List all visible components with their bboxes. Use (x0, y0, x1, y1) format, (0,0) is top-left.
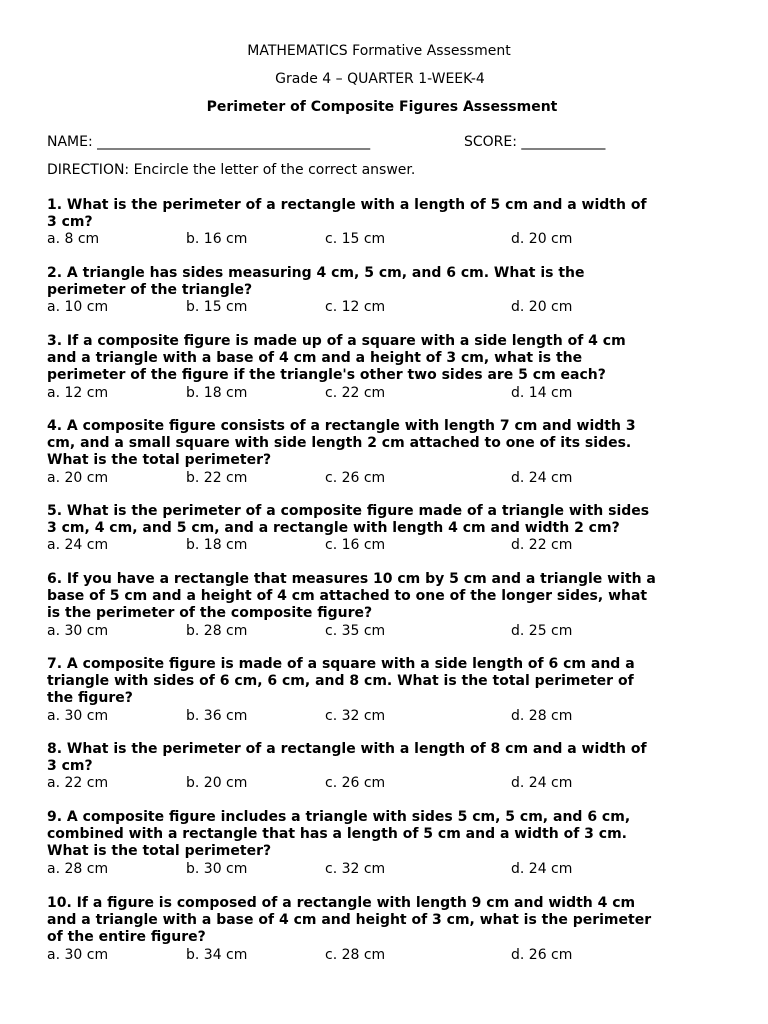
question-line: base of 5 cm and a height of 4 cm attached to one of the longer sides, what (47, 588, 648, 605)
question-5 (47, 503, 737, 554)
question-line: perimeter of the figure if the triangle's other two sides are 5 cm each? (47, 367, 606, 384)
question-4 (47, 418, 737, 487)
choice-b: b. 28 cm (186, 622, 248, 639)
answer-choices (47, 861, 737, 878)
question-text (47, 265, 737, 299)
choice-a: a. 24 cm (47, 537, 109, 554)
question-text (47, 503, 737, 537)
choice-d: d. 22 cm (511, 537, 573, 554)
grade-heading: Grade 4 – QUARTER 1-WEEK-4 (275, 71, 485, 87)
score-field: SCORE: ____________ (464, 134, 606, 150)
question-text (47, 333, 737, 385)
subject-heading: MATHEMATICS Formative Assessment (247, 43, 511, 59)
choice-d: d. 20 cm (511, 231, 573, 248)
question-text (47, 571, 737, 623)
choice-c: c. 22 cm (325, 384, 386, 401)
choice-a: a. 30 cm (47, 707, 109, 724)
question-line: 3 cm? (47, 214, 93, 231)
question-9 (47, 809, 737, 878)
question-line: 3 cm? (47, 758, 93, 775)
choice-a: a. 20 cm (47, 469, 109, 486)
choice-a: a. 22 cm (47, 775, 109, 792)
choice-b: b. 22 cm (186, 469, 248, 486)
choice-d: d. 24 cm (511, 860, 573, 877)
question-1 (47, 197, 737, 248)
choice-b: b. 30 cm (186, 860, 248, 877)
answer-choices (47, 299, 737, 316)
question-line: 7. A composite figure is made of a square with a side length of 6 cm and a (47, 656, 635, 672)
question-line: the figure? (47, 690, 133, 707)
question-text (47, 656, 737, 708)
question-6 (47, 571, 737, 640)
question-8 (47, 741, 737, 792)
choice-b: b. 20 cm (186, 775, 248, 792)
choice-c: c. 35 cm (325, 622, 386, 639)
choice-c: c. 32 cm (325, 707, 386, 724)
choice-c: c. 26 cm (325, 469, 386, 486)
choice-d: d. 26 cm (511, 946, 573, 963)
question-line: 9. A composite figure includes a triangle with sides 5 cm, 5 cm, and 6 cm, (47, 809, 631, 825)
choice-b: b. 18 cm (186, 384, 248, 401)
choice-c: c. 16 cm (325, 537, 386, 554)
choice-b: b. 18 cm (186, 537, 248, 554)
question-line: 6. If you have a rectangle that measures 10 cm by 5 cm and a triangle with a (47, 571, 656, 587)
answer-choices (47, 708, 737, 725)
choice-b: b. 16 cm (186, 231, 248, 248)
assessment-title: Perimeter of Composite Figures Assessment (206, 99, 558, 115)
question-text (47, 895, 737, 947)
question-text (47, 809, 737, 861)
choice-a: a. 12 cm (47, 384, 109, 401)
question-line: triangle with sides of 6 cm, 6 cm, and 8 cm. What is the total perimeter of (47, 673, 634, 690)
question-7 (47, 656, 737, 725)
answer-choices (47, 470, 737, 487)
question-line: 3 cm, 4 cm, and 5 cm, and a rectangle with length 4 cm and width 2 cm? (47, 520, 620, 537)
answer-choices (47, 623, 737, 640)
question-line: and a triangle with a base of 4 cm and a height of 3 cm, what is the (47, 350, 583, 367)
direction-text: DIRECTION: Encircle the letter of the correct answer. (47, 162, 416, 178)
question-line: 8. What is the perimeter of a rectangle with a length of 8 cm and a width of (47, 741, 647, 757)
choice-a: a. 10 cm (47, 299, 109, 316)
question-line: 3. If a composite figure is made up of a square with a side length of 4 cm (47, 333, 626, 349)
question-line: of the entire figure? (47, 929, 206, 946)
question-line: 1. What is the perimeter of a rectangle with a length of 5 cm and a width of (47, 197, 647, 213)
choice-b: b. 36 cm (186, 707, 248, 724)
question-2 (47, 265, 737, 316)
question-line: and a triangle with a base of 4 cm and height of 3 cm, what is the perimeter (47, 912, 652, 929)
question-text (47, 418, 737, 470)
question-10 (47, 895, 737, 964)
answer-choices (47, 231, 737, 248)
question-line: is the perimeter of the composite figure? (47, 605, 373, 622)
choice-b: b. 15 cm (186, 299, 248, 316)
choice-d: d. 24 cm (511, 469, 573, 486)
choice-a: a. 30 cm (47, 946, 109, 963)
choice-b: b. 34 cm (186, 946, 248, 963)
name-field: NAME: _______________________________________ (47, 134, 371, 150)
choice-c: c. 32 cm (325, 860, 386, 877)
question-line: combined with a rectangle that has a length of 5 cm and a width of 3 cm. (47, 826, 627, 843)
question-text (47, 741, 737, 775)
question-line: 10. If a figure is composed of a rectangle with length 9 cm and width 4 cm (47, 895, 636, 911)
question-line: 5. What is the perimeter of a composite figure made of a triangle with sides (47, 503, 650, 519)
choice-a: a. 28 cm (47, 860, 109, 877)
answer-choices (47, 947, 737, 964)
question-line: 2. A triangle has sides measuring 4 cm, 5 cm, and 6 cm. What is the (47, 265, 585, 281)
choice-a: a. 30 cm (47, 622, 109, 639)
choice-c: c. 26 cm (325, 775, 386, 792)
choice-d: d. 14 cm (511, 384, 573, 401)
answer-choices (47, 775, 737, 792)
answer-choices (47, 385, 737, 402)
question-line: What is the total perimeter? (47, 843, 272, 860)
choice-c: c. 15 cm (325, 231, 386, 248)
question-3 (47, 333, 737, 402)
question-line: cm, and a small square with side length 2 cm attached to one of its sides. (47, 435, 632, 452)
choice-a: a. 8 cm (47, 231, 100, 248)
question-line: 4. A composite figure consists of a rectangle with length 7 cm and width 3 (47, 418, 636, 434)
choice-c: c. 28 cm (325, 946, 386, 963)
choice-d: d. 28 cm (511, 707, 573, 724)
question-text (47, 197, 737, 231)
answer-choices (47, 537, 737, 554)
choice-d: d. 20 cm (511, 299, 573, 316)
choice-d: d. 25 cm (511, 622, 573, 639)
choice-c: c. 12 cm (325, 299, 386, 316)
choice-d: d. 24 cm (511, 775, 573, 792)
question-line: What is the total perimeter? (47, 452, 272, 469)
question-line: perimeter of the triangle? (47, 282, 253, 299)
